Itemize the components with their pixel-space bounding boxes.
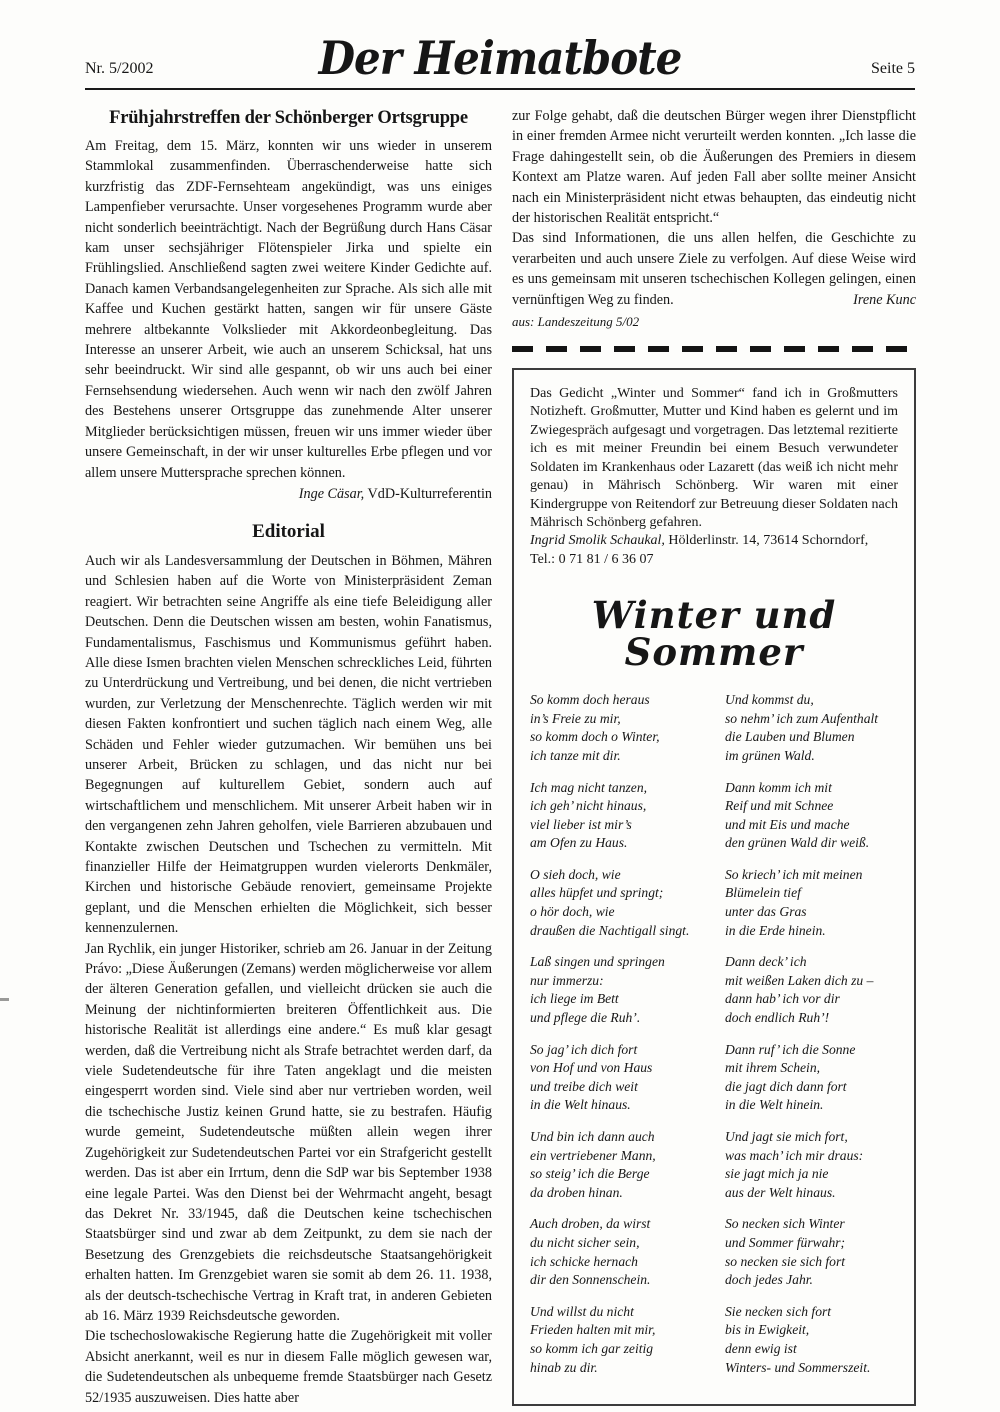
poem-stanza [530, 691, 703, 765]
poem-stanza [530, 1128, 703, 1202]
poem-line: so steig’ ich die Berge [530, 1166, 650, 1182]
poem-line: So necken sich Winter [725, 1216, 845, 1232]
source-line: aus: Landeszeitung 5/02 [512, 314, 640, 330]
poem-line: alles hüpfet und springt; [530, 885, 664, 901]
poem-stanza [725, 953, 898, 1027]
poem-line: Auch droben, da wirst [530, 1216, 651, 1232]
poem-line: und mit Eis und mache [725, 816, 850, 832]
poem-column-right [725, 691, 898, 1390]
poem-line: in die Erde hinein. [725, 922, 826, 938]
poem-line: denn ewig ist [725, 1340, 797, 1356]
signature-name: Inge Cäsar, [298, 485, 365, 502]
poem-line: mit ihrem Schein, [725, 1060, 821, 1076]
poem-line: doch jedes Jahr. [725, 1272, 813, 1288]
page-number: Seite 5 [871, 60, 915, 77]
poem-line: nur immerzu: [530, 972, 604, 988]
poem-stanza [530, 953, 703, 1027]
poem-line: draußen die Nachtigall singt. [530, 922, 690, 938]
poem-line: im grünen Wald. [725, 747, 815, 763]
poem-line: Dann komm ich mit [725, 779, 832, 795]
poem-author-address: Hölderlinstr. 14, 73614 Schorndorf, [664, 533, 869, 549]
poem-line: da droben hinan. [530, 1184, 623, 1200]
poem-stanza [725, 1215, 898, 1289]
poem-line: Laß singen und springen [530, 954, 665, 970]
editorial-paragraph-2: Jan Rychlik, ein junger Historiker, schrieb am 26. Januar in der Zeitung Právo: „Diese Äußerungen (Zemans) werden möglicherweise vor allem der älteren Generation gefallen, und vielleicht drücken sie auch die Meinung der nichtinformierten breiteren Öffentlichkeit aus. Die historische Realität ist allerdings eine andere.“ Es muß klar gesagt werden, daß die Vertreibung nicht als Strafe betrachtet werden darf, da viele Sudetendeutsche für ihre Taten angeklagt und die meisten eingesperrt worden sind. Viele sind aber nur vertrieben worden, weil die tschechische Justiz keinen Grund hatte, sie zu bestrafen. Häufig wurde gemeint, Sudetendeutsche müßten allein wegen ihrer Zugehörigkeit zur Sudetendeutschen Partei vor ein Strafgericht gestellt werden. Das ist aber ein Irrtum, denn die SdP war bis September 1938 eine legale Partei. Was den Dienst bei der Wehrmacht angeht, besagt das Dekret Nr. 33/1945, daß die Deutschen keine tschechischen Staatsbürger sind und zwar ab dem Zeitpunkt, zu dem sie nach der Besetzung des Grenzgebiets die reichsdeutsche Staatsangehörigkeit erhalten hatten. Im Grenzgebiet waren sie somit ab dem 26. 11. 1938, als der deutsch-tschechische Vertrag in Kraft trat, in anderen Gebieten ab 16. März 1939 Reichsdeutsche geworden. [85, 940, 492, 1324]
poem-line: so necken sie sich fort [725, 1253, 846, 1269]
article-body: Am Freitag, dem 15. März, konnten wir uns wieder in unserem Stammlokal zusammenfinden. Überraschenderweise hatte sich kurzfristig das ZDF-Fernsehteam angekündigt, was uns einiges Lampenfieber verursachte. Unser vorgesehenes Programm wurde aber nicht sonderlich beeinträchtigt. Nach der Begrüßung durch Hans Cäsar kam unser sechsjähriger Flötenspieler Jirka und spielte ein Frühlingslied. Anschließend sagten zwei weitere Kinder Gedichte auf. Danach kamen Verbandsangelegenheiten zur Sprache. Als sich alle mit Kaffee und Kuchen gestärkt hatten, sangen wir für unsere Gäste mehrere altbekannte Volkslieder mit Akkordeonbegleitung. Das Interesse an unserer Arbeit, wie auch an unserem Schicksal, hat uns sehr beeindruckt. Wir sind alle gespannt, ob wir uns auch bei einer Fernsehsendung wiedersehen. Auch wenn wir nach den zwölf Jahren des Bestehens unserer Ortsgruppe das zunehmende Alter unserer Mitglieder berücksichtigen müssen, freuen wir uns immer wieder über unsere Gemeinschaft, in der wir unser kulturelles Erbe pflegen und vor allem unsere Muttersprache sprechen können. [85, 138, 492, 481]
signature-irene-kunc: Irene Kunc [853, 291, 916, 308]
poem-line: so komm doch o Winter, [530, 729, 660, 745]
poem-line: die Lauben und Blumen [725, 729, 855, 745]
poem-line: Und kommst du, [725, 692, 814, 708]
poem-author-name: Ingrid Smolik Schaukal, [530, 533, 665, 549]
poem-line: unter das Gras [725, 904, 807, 920]
poem-line: doch endlich Ruh’! [725, 1010, 830, 1026]
poem-line: ich liege im Bett [530, 991, 619, 1007]
article-title: Frühjahrstreffen der Schönberger Ortsgruppe [109, 108, 468, 128]
poem-line: von Hof und von Haus [530, 1060, 653, 1076]
poem-line: ich tanze mit dir. [530, 747, 621, 763]
poem-line: aus der Welt hinaus. [725, 1184, 836, 1200]
poem-line: ich geh’ nicht hinaus, [530, 798, 647, 814]
dashed-separator [512, 346, 916, 352]
poem-line: o hör doch, wie [530, 904, 615, 920]
poem-line: dann hab’ ich vor dir [725, 991, 840, 1007]
poem-title: Winter und Sommer [591, 593, 837, 675]
poem-line: am Ofen zu Haus. [530, 835, 628, 851]
poem-line: in die Welt hinein. [725, 1097, 824, 1113]
poem-stanza [530, 866, 703, 940]
poem-line: sie jagt mich ja nie [725, 1166, 829, 1182]
poem-line: in die Welt hinaus. [530, 1097, 631, 1113]
poem-stanza [725, 1128, 898, 1202]
poem-line: Ich mag nicht tanzen, [530, 779, 648, 795]
poem-stanza [725, 1303, 898, 1377]
poem-line: hinab zu dir. [530, 1359, 598, 1375]
poem-stanza [725, 866, 898, 940]
poem-line: So jag’ ich dich fort [530, 1041, 638, 1057]
poem-line: So kriech’ ich mit meinen [725, 866, 863, 882]
poem-line: so komm ich gar zeitig [530, 1340, 654, 1356]
poem-line: Winters- und Sommerszeit. [725, 1359, 871, 1375]
poem-line: Dann deck’ ich [725, 954, 807, 970]
signature-role: VdD-Kulturreferentin [364, 485, 492, 502]
poem-line: Blümelein tief [725, 885, 801, 901]
poem-stanza [725, 1041, 898, 1115]
poem-line: den grünen Wald dir weiß. [725, 835, 870, 851]
poem-box [512, 368, 916, 1406]
poem-line: Sie necken sich fort [725, 1303, 832, 1319]
poem-stanza [725, 691, 898, 765]
poem-line: in’s Freie zu mir, [530, 710, 621, 726]
masthead-title: Der Heimatbote [318, 32, 682, 85]
poem-line: und treibe dich weit [530, 1078, 638, 1094]
poem-line: und Sommer fürwahr; [725, 1234, 846, 1250]
continuation-text: Das sind Informationen, die uns allen helfen, die Geschichte zu verarbeiten und auch unsere Ziele zu verfolgen. Auf diese Weise wird es uns gemeinsam mit unseren tschechischen Kollegen gelingen, einen vernünftigen Weg zu finden. [512, 230, 916, 308]
left-column [85, 106, 492, 1408]
editorial-paragraph-1: Auch wir als Landesversammlung der Deutschen in Böhmen, Mähren und Schlesien haben auf die Worte von Ministerpräsident Zeman reagiert. Wir betrachten seine Angriffe als eine tiefe Beleidigung aller Deutschen. Denn die Deutschen wissen am besten, wohin Fanatismus, Fundamentalismus, Faschismus und Kommunismus geführt haben. Alle diese Ismen brachten vielen Menschen schreckliches Leid, führten zu Unterdrückung und Vertreibung, und bei denen, die nicht vertrieben wurden, zur Verletzung der Menschenrechte. Täglich werden wir mit diesen Fakten konfrontiert und suchen täglich nach einem Weg, alle Schäden und Fehler wieder gutzumachen. Wir bemühen uns bei unserer Arbeit, Brücken zu schlagen, und das nicht nur bei Begegnungen auf kulturellem Gebiet, sondern auch auf wirtschaftlichem und menschlichem. Mit unserer Arbeit haben wir in den vergangenen zehn Jahren geholfen, viele Barrieren abzubauen und Kontakte zwischen Deutschen und Tschechen zu vermitteln. Mit finanzieller Hilfe der Heimatgruppen wurden vielerorts Denkmäler, Kirchen und historische Gebäude renoviert, gemeinsame Projekte geplant, und die Menschen erhielten die Möglichkeit, sich besser kennenzulernen. [85, 552, 492, 937]
poem-line: so nehm’ ich zum Aufenthalt [725, 710, 879, 726]
poem-line: du nicht sicher sein, [530, 1234, 640, 1250]
poem-intro: Das Gedicht „Winter und Sommer“ fand ich in Großmutters Notizheft. Großmutter, Mutter und Kind haben es gelernt und im Zwiegespräch aufgesagt und vorgetragen. Das letztemal rezitierte ich es mit meiner Freundin bei einem Besuch verwundeter Soldaten im Krankenhaus oder Lazarett (das weiß ich nicht mehr genau) in Mährisch Schönberg. Wir waren mit einer Kindergruppe von Reitendorf zur Betreuung dieser Soldaten nach Mährisch Schönberg gefahren. [530, 386, 898, 530]
right-column [512, 106, 916, 1406]
poem-author-line [530, 532, 898, 550]
editorial-paragraph-3: Die tschechoslowakische Regierung hatte die Zugehörigkeit mit voller Absicht anerkannt, weil es nur in diesem Falle möglich gewesen war, die Sudetendeutschen als unbequeme fremde Staatsbürger nach Gesetz 52/1935 auszuweisen. Dies hatte aber [85, 1328, 492, 1406]
poem-line: ich schicke hernach [530, 1253, 638, 1269]
poem-line: Dann ruf’ ich die Sonne [725, 1041, 856, 1057]
poem-column-left [530, 691, 703, 1390]
editorial-title: Editorial [252, 520, 325, 542]
poem-line: So komm doch heraus [530, 692, 650, 708]
poem-stanza [530, 1041, 703, 1115]
poem-line: und pflege die Ruh’. [530, 1010, 641, 1026]
poem-stanza [530, 1215, 703, 1289]
poem-stanza [530, 1303, 703, 1377]
poem-line: Frieden halten mit mir, [530, 1322, 656, 1338]
poem-line: die jagt dich dann fort [725, 1078, 847, 1094]
poem-line: bis in Ewigkeit, [725, 1322, 810, 1338]
poem-line: mit weißen Laken dich zu – [725, 972, 874, 988]
poem-stanza [725, 779, 898, 853]
poem-line: ein vertriebener Mann, [530, 1147, 656, 1163]
poem-line: Und bin ich dann auch [530, 1129, 655, 1144]
continuation-paragraph-2 [512, 228, 916, 310]
poem-line: Reif und mit Schnee [725, 798, 834, 814]
poem-stanza [530, 779, 703, 853]
issue-number: Nr. 5/2002 [85, 60, 154, 77]
poem-line: viel lieber ist mir’s [530, 816, 632, 832]
poem-line: was mach’ ich mir draus: [725, 1147, 864, 1163]
continuation-paragraph-1: zur Folge gehabt, daß die deutschen Bürger wegen ihrer Dienstpflicht in einer fremden Armee nicht verurteilt werden konnten. „Ich lasse die Frage dahingestellt sein, ob die Äußerungen des Premiers in diesem Kontext am Platze waren. Auf jeden Fall aber sollte meiner Ansicht nach ein Ministerpräsident nicht etwas behaupten, das eindeutig nicht der historischen Realität entspricht.“ [512, 108, 916, 227]
header-rule [85, 88, 915, 90]
poem-line: O sieh doch, wie [530, 866, 621, 882]
scan-artifact [0, 998, 9, 1001]
poem-line: Und jagt sie mich fort, [725, 1129, 848, 1144]
poem-author-tel: Tel.: 0 71 81 / 6 36 07 [530, 551, 654, 567]
article-signature [85, 483, 492, 505]
poem-columns [530, 691, 898, 1390]
poem-line: dir den Sonnenschein. [530, 1272, 651, 1288]
poem-line: Und willst du nicht [530, 1303, 634, 1319]
